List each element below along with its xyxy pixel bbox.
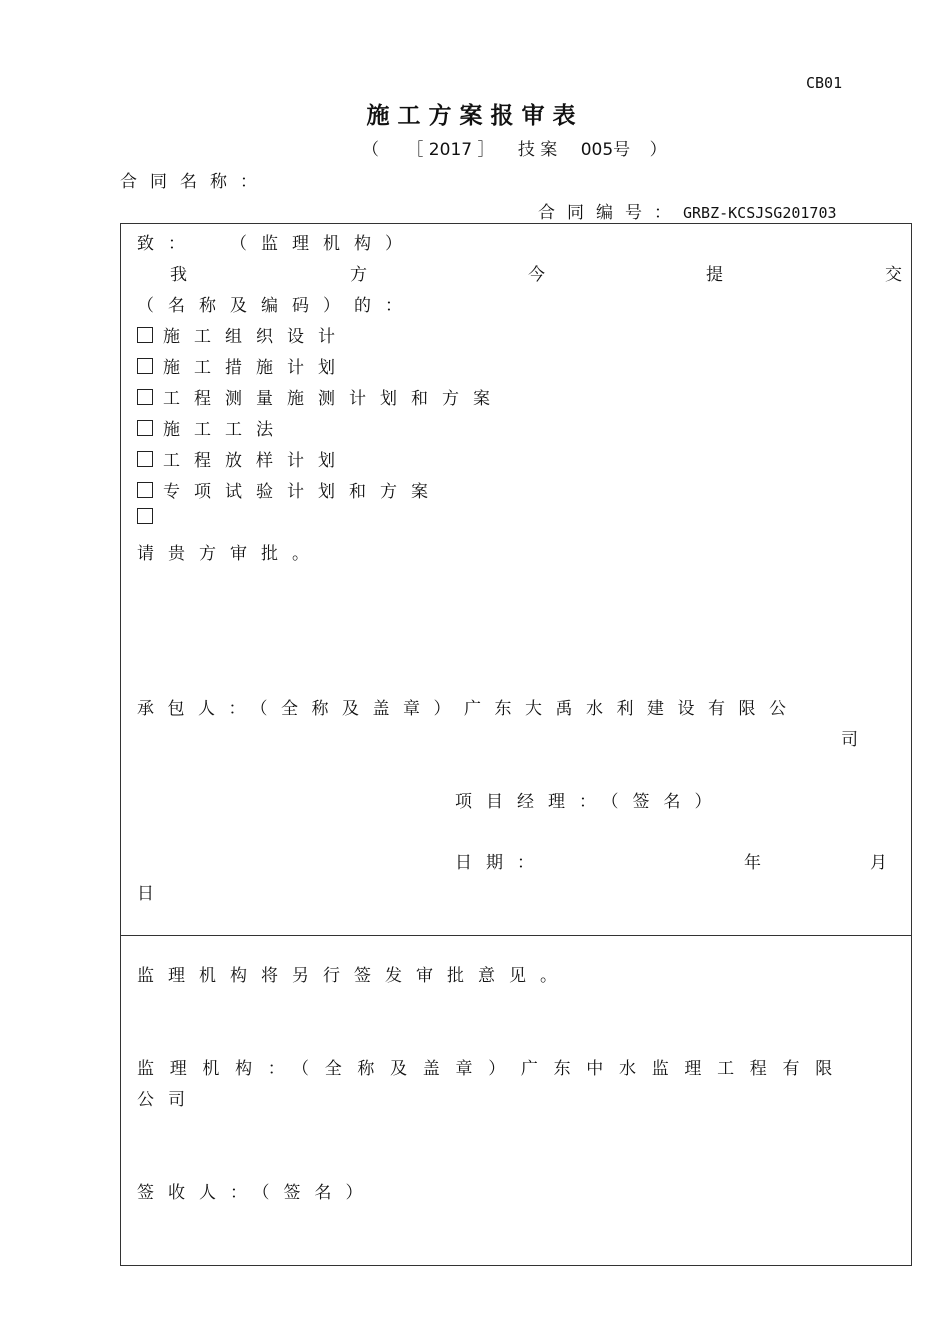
manager-signature-label: 项目经理：（签名） bbox=[455, 792, 726, 812]
supervision-org-label: 监理机构：（全称及盖章） bbox=[137, 1059, 521, 1079]
checkbox-icon[interactable] bbox=[137, 420, 153, 436]
checkbox-icon[interactable] bbox=[137, 389, 153, 405]
document-number bbox=[362, 135, 667, 160]
option-test-plan[interactable] bbox=[137, 477, 442, 502]
option-label: 专项试验计划和方案 bbox=[163, 482, 442, 502]
doc-year: ［ 2017 ］ bbox=[406, 140, 495, 160]
checkbox-icon[interactable] bbox=[137, 327, 153, 343]
document-title: 施工方案报审表 bbox=[366, 103, 584, 129]
doc-open-paren: （ bbox=[362, 140, 379, 160]
checkbox-icon[interactable] bbox=[137, 451, 153, 467]
checkbox-icon[interactable] bbox=[137, 358, 153, 374]
contract-number bbox=[538, 198, 837, 223]
intro-word-5: 交 bbox=[885, 265, 902, 285]
option-label: 施工工法 bbox=[163, 420, 287, 440]
receiver-signature-label: 签收人：（签名） bbox=[137, 1183, 377, 1203]
date-month: 月 bbox=[870, 853, 887, 873]
request-text: 请贵方审批。 bbox=[137, 544, 323, 564]
intro-word-4: 提 bbox=[706, 265, 723, 285]
option-survey-plan[interactable] bbox=[137, 384, 504, 409]
form-code: CB01 bbox=[806, 74, 843, 92]
option-construction-method[interactable] bbox=[137, 415, 287, 440]
to-label: 致： bbox=[137, 234, 199, 254]
option-label: 工程放样计划 bbox=[163, 451, 349, 471]
intro-word-3: 今 bbox=[528, 265, 545, 285]
contract-number-value: GRBZ-KCSJSG201703 bbox=[683, 204, 837, 222]
doc-close-paren: ） bbox=[649, 140, 667, 160]
option-layout-plan[interactable] bbox=[137, 446, 349, 471]
checkbox-icon[interactable] bbox=[137, 508, 153, 524]
option-construction-design[interactable] bbox=[137, 322, 349, 347]
intro-word-1: 我 bbox=[170, 265, 187, 285]
option-label: 施工组织设计 bbox=[163, 327, 349, 347]
option-label: 施工措施计划 bbox=[163, 358, 349, 378]
contract-number-label: 合同编号： bbox=[538, 203, 683, 223]
contract-name-label: 合同名称： bbox=[120, 172, 270, 192]
supervision-note: 监理机构将另行签发审批意见。 bbox=[137, 966, 571, 986]
contractor-label: 承包人：（全称及盖章） bbox=[137, 699, 464, 719]
option-measures-plan[interactable] bbox=[137, 353, 349, 378]
option-label: 工程测量施测计划和方案 bbox=[163, 389, 504, 409]
intro-line-2: （名称及编码）的： bbox=[137, 296, 416, 316]
date-day: 日 bbox=[137, 884, 154, 904]
option-blank[interactable] bbox=[137, 508, 163, 528]
contractor-line bbox=[137, 694, 800, 719]
supervision-org-name-tail: 公司 bbox=[137, 1090, 199, 1110]
supervision-org-line bbox=[137, 1054, 848, 1079]
contractor-name-tail: 司 bbox=[841, 730, 858, 750]
doc-category: 技 案 bbox=[517, 140, 558, 160]
date-year: 年 bbox=[744, 853, 761, 873]
contractor-name: 广东大禹水利建设有限公 bbox=[464, 699, 800, 719]
intro-word-2: 方 bbox=[350, 265, 367, 285]
to-value: （监理机构） bbox=[230, 234, 416, 254]
supervision-org-name: 广东中水监理工程有限 bbox=[520, 1059, 848, 1079]
doc-number-value: 005号 bbox=[580, 140, 631, 160]
date-label: 日期： bbox=[455, 853, 548, 873]
checkbox-icon[interactable] bbox=[137, 482, 153, 498]
